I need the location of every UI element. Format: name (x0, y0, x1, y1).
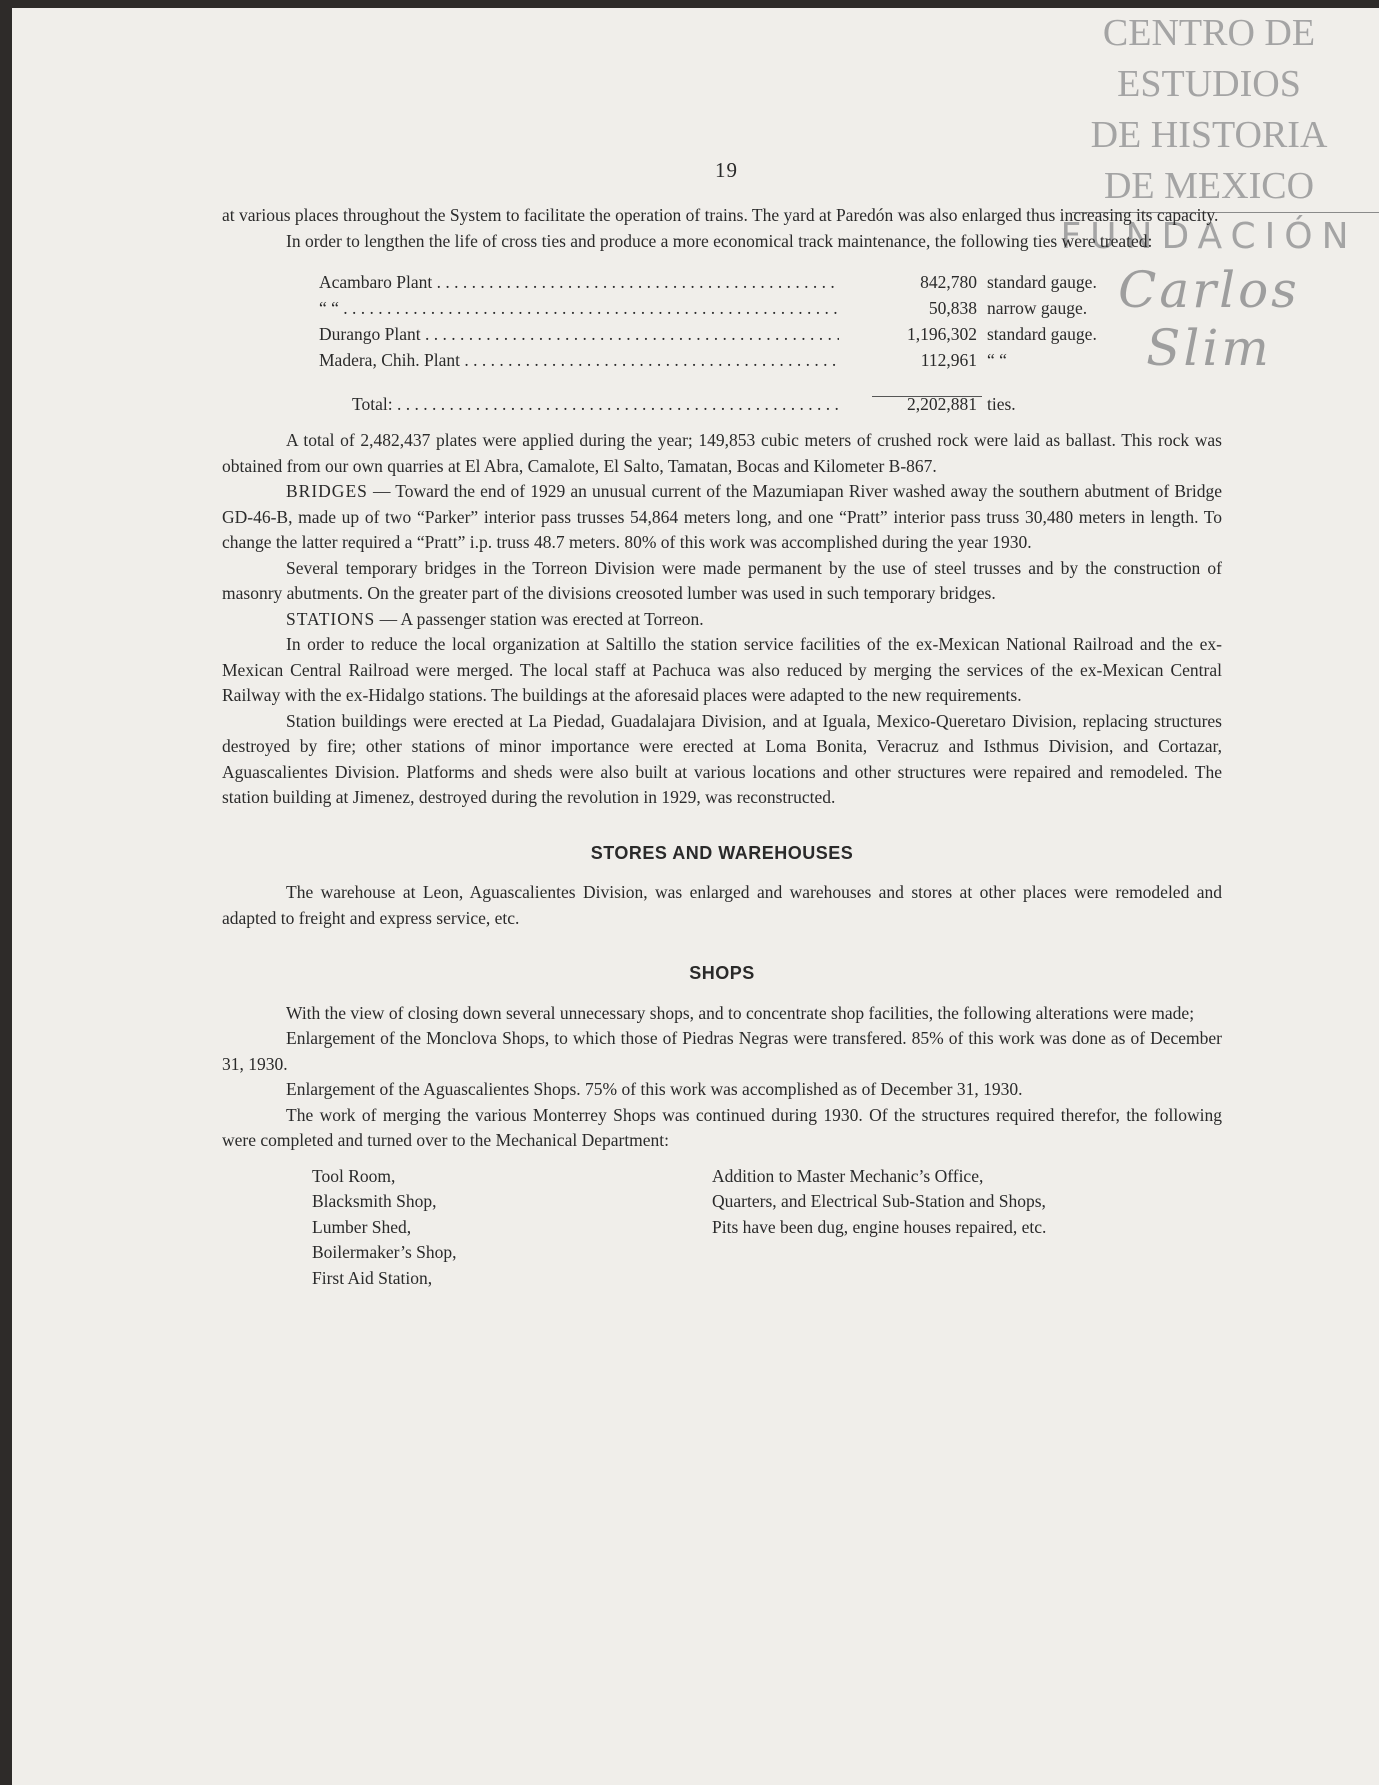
list-item: Tool Room, (312, 1165, 396, 1186)
ties-plant: Durango Plant . . . (319, 322, 839, 348)
paragraph: In order to lengthen the life of cross ties and produce a more economical track maintenance, the following ties were treated: (286, 230, 1153, 251)
watermark-line: DE HISTORIA (1090, 114, 1328, 156)
paragraph: The warehouse at Leon, Aguascalientes Division, was enlarged and warehouses and stores at other places were remodeled and adapted to freight and express service, etc. (222, 882, 1222, 928)
watermark-foundation: FUNDACIÓN (1060, 216, 1358, 257)
ties-total-row (222, 392, 1222, 418)
bridges-heading: BRIDGES (286, 481, 368, 501)
paragraph: A total of 2,482,437 plates were applied during the year; 149,853 cubic meters of crushed rock were laid as ballast. This rock was obtained from our own quarries at El Abra, Camalote, El Salto, Tamatan, Bocas and Kilometer B-867. (222, 430, 1222, 476)
paragraph: Enlargement of the Aguascalientes Shops. 75% of this work was accomplished as of December 31, 1930. (286, 1079, 1023, 1099)
watermark-signature: Carlos Slim (1118, 261, 1300, 377)
paragraph: Several temporary bridges in the Torreon Division were made permanent by the use of steel trusses and by the construction of masonry abutments. On the greater part of the divisions creosoted lumber was used in such temporary bridges. (222, 557, 1222, 603)
paragraph: In order to reduce the local organization at Saltillo the station service facilities of the ex-Mexican National Railroad and the ex-Mexican Central Railroad were merged. The local staff at Pachuca was also reduced by merging the services of the ex-Mexican Central Railway with the ex-Hidalgo stations. The buildings at the aforesaid places were adapted to the new requirements. (222, 634, 1222, 705)
ties-quantity: 50,838 (928, 298, 977, 318)
ties-unit: standard gauge. (987, 272, 1097, 292)
paragraph: at various places throughout the System to facilitate the operation of trains. The yard at Paredón was also enlarged thus increasing its capacity. (222, 205, 1219, 225)
ties-plant: Madera, Chih. Plant . . . (319, 348, 839, 374)
ties-row (222, 270, 1222, 296)
list-item: Boilermaker’s Shop, (312, 1242, 457, 1262)
list-item: Lumber Shed, (312, 1216, 412, 1237)
ties-row (222, 296, 1222, 322)
document-page (12, 8, 1379, 1785)
watermark-line: DE MEXICO (1103, 165, 1315, 207)
watermark-line: CENTRO DE (1102, 12, 1316, 54)
paragraph: With the view of closing down several unnecessary shops, and to concentrate shop facilities, the following alterations were made; (286, 1002, 1195, 1023)
ties-plant: Acambaro Plant . . . (319, 270, 839, 296)
paragraph (222, 607, 1222, 633)
list-item: Addition to Master Mechanic’s Office, (712, 1165, 984, 1186)
structures-right-column (712, 1164, 1122, 1241)
paragraph: The work of merging the various Monterrey Shops was continued during 1930. Of the structures required therefor, the following were completed and turned over to the Mechanical Department: (222, 1104, 1222, 1150)
shops-heading: SHOPS (689, 963, 755, 983)
ties-quantity: 842,780 (920, 272, 977, 292)
paragraph (222, 479, 1222, 556)
ties-plant: “ “ . . . (319, 296, 839, 322)
page-number: 19 (715, 158, 738, 182)
ties-row (222, 348, 1222, 374)
ties-quantity: 112,961 (920, 350, 977, 370)
ties-row (222, 322, 1222, 348)
list-item: First Aid Station, (312, 1267, 433, 1288)
ties-unit: “ “ (987, 350, 1007, 370)
bridges-text: — Toward the end of 1929 an unusual current of the Mazumiapan River washed away the southern abutment of Bridge GD-46-B, made up of two “Parker” interior pass trusses 54,864 meters long, and one “Pratt” interior pass truss 30,480 meters in length. To change the latter required a “Pratt” i.p. truss 48.7 meters. 80% of this work was accomplished during the year 1930. (222, 481, 1222, 552)
stations-text: — A passenger station was erected at Torreon. (375, 608, 704, 629)
watermark-line: ESTUDIOS (1117, 63, 1301, 105)
list-item: Quarters, and Electrical Sub-Station and Shops, (712, 1191, 1046, 1211)
ties-unit: standard gauge. (987, 324, 1097, 344)
stores-heading: STORES AND WAREHOUSES (590, 842, 854, 863)
ties-table (222, 268, 1222, 418)
shops-structures-list (222, 1164, 1222, 1289)
ties-total-label: Total: . . . (352, 392, 839, 418)
stations-heading: STATIONS (286, 608, 376, 629)
ties-total-unit: ties. (987, 394, 1016, 414)
ties-total-quantity: 2,202,881 (907, 394, 977, 414)
structures-left-column (312, 1164, 457, 1292)
ties-unit: narrow gauge. (987, 298, 1088, 318)
list-item: Blacksmith Shop, (312, 1191, 437, 1211)
ties-quantity: 1,196,302 (907, 324, 977, 344)
paragraph: Station buildings were erected at La Piedad, Guadalajara Division, and at Iguala, Mexico-Queretaro Division, replacing structures destroyed by fire; other stations of minor importance were erected at Loma Bonita, Veracruz and Isthmus Division, and Cortazar, Aguascalientes Division. Platforms and sheds were also built at various locations and other structures were repaired and remodeled. The station building at Jimenez, destroyed during the revolution in 1929, was reconstructed. (222, 710, 1222, 807)
body-text (222, 203, 1222, 1289)
paragraph: Enlargement of the Monclova Shops, to which those of Piedras Negras were transfered. 85% of this work was done as of December 31, 1930. (222, 1028, 1222, 1074)
list-item: Pits have been dug, engine houses repaired, etc. (712, 1216, 1047, 1237)
